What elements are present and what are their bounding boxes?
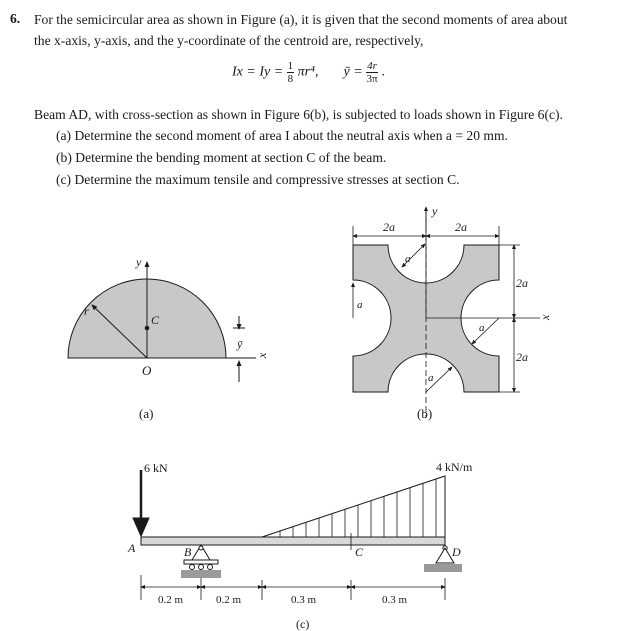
fig-c-caption: (c) <box>296 617 310 631</box>
beam <box>141 537 445 545</box>
fig-b-hole-left-radius: a <box>357 299 363 311</box>
fig-a-ybar-label: ȳ <box>237 337 243 351</box>
formula-ix-lhs: Ix = Iy = <box>232 64 284 80</box>
fig-a-x-label: x <box>255 352 269 358</box>
label-C: C <box>355 545 364 559</box>
formula-ix-rhs: πr⁴, <box>297 64 319 80</box>
fig-a-caption: (a) <box>139 406 154 421</box>
formula-ybar-fraction: $\frac{4r}{3\pi}$ <box>366 60 378 85</box>
intro-line-2: the x-axis, y-axis, and the y-coordinate of the centroid are, respectively, <box>34 33 424 48</box>
span-3: 0.3 m <box>291 594 317 606</box>
intro-line-1: For the semicircular area as shown in Figure (a), it is given that the second moments of area about <box>34 12 568 27</box>
distributed-load <box>262 476 445 537</box>
fig-a-centroid-label: C <box>151 313 160 327</box>
fig-b-right-bottom-dim: 2a <box>516 350 528 364</box>
part-b: (b) Determine the bending moment at section C of the beam. <box>56 150 387 165</box>
label-B: B <box>184 545 192 559</box>
figure-c <box>127 460 473 631</box>
dist-load-label: 4 kN/m <box>436 460 473 474</box>
formula-ybar-end: . <box>381 64 385 80</box>
point-load-label: 6 kN <box>144 461 168 475</box>
fig-b-right-top-dim: 2a <box>516 276 528 290</box>
span-4: 0.3 m <box>382 594 408 606</box>
fig-b-top-left-dim: 2a <box>383 220 395 234</box>
part-a: (a) Determine the second moment of area I about the neutral axis when a = 20 mm. <box>56 128 508 143</box>
fig-b-hole-bottom-radius: a <box>428 372 434 384</box>
beam-statement: Beam AD, with cross-section as shown in Figure 6(b), is subjected to loads shown in Figure 6(c). <box>34 107 563 122</box>
formula-ix-fraction: $\frac{1}{8}$ <box>287 60 294 85</box>
fig-b-caption: (b) <box>417 406 433 421</box>
fig-b-hole-right-radius: a <box>479 322 485 334</box>
span-2: 0.2 m <box>216 594 242 606</box>
figure-a <box>68 255 269 421</box>
fig-a-y-label: y <box>136 255 142 269</box>
fig-a-radius-label: r <box>84 304 89 318</box>
label-A: A <box>128 541 136 555</box>
formula-ybar-lhs: ȳ = <box>343 64 363 80</box>
part-c: (c) Determine the maximum tensile and compressive stresses at section C. <box>56 172 460 187</box>
span-1: 0.2 m <box>158 594 184 606</box>
figure-b <box>353 204 552 421</box>
fig-b-top-right-dim: 2a <box>455 220 467 234</box>
fig-a-origin-label: O <box>142 363 152 378</box>
fig-b-y-label: y <box>432 204 438 218</box>
fig-b-x-label: x <box>538 314 552 320</box>
problem-number: 6. <box>10 11 21 26</box>
label-D: D <box>452 545 461 559</box>
fig-b-hole-top-radius: a <box>405 253 411 265</box>
